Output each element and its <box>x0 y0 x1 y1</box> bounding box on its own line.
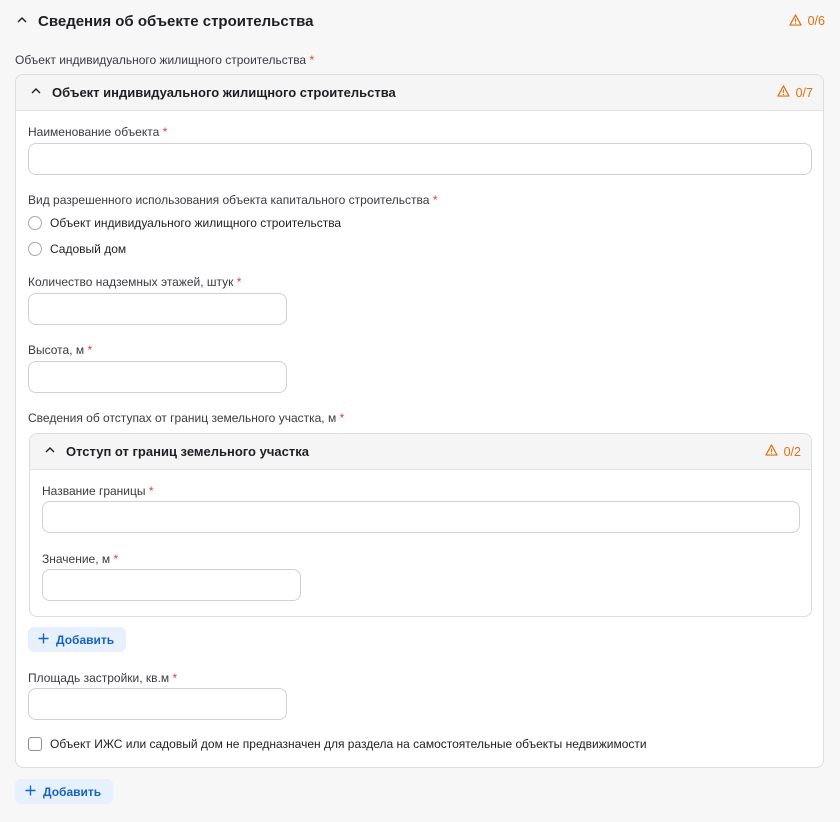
not-divisible-checkbox[interactable] <box>28 737 42 751</box>
add-object-button[interactable]: Добавить <box>15 779 113 804</box>
panel-progress: 0/7 <box>777 85 823 100</box>
floors-input[interactable] <box>28 293 287 325</box>
section-header[interactable] <box>0 0 840 42</box>
boundary-name-label: Название границы * <box>42 484 154 498</box>
radio-button[interactable] <box>28 242 42 256</box>
usage-option-garden-house[interactable]: Садовый дом <box>28 242 126 256</box>
section-field-label: Объект индивидуального жилищного строительства * <box>15 53 315 67</box>
not-divisible-checkbox-row[interactable]: Объект ИЖС или садовый дом не предназначен для раздела на самостоятельные объекты недвижимости <box>28 737 647 751</box>
height-label: Высота, м * <box>28 343 93 357</box>
setback-value-label: Значение, м * <box>42 552 119 566</box>
radio-button[interactable] <box>28 216 42 230</box>
warning-icon <box>777 85 790 100</box>
setback-panel-header[interactable] <box>30 434 811 470</box>
panel-header[interactable] <box>16 75 823 111</box>
warning-icon <box>765 444 778 459</box>
area-label: Площадь застройки, кв.м * <box>28 671 178 685</box>
add-setback-button[interactable]: Добавить <box>28 627 126 652</box>
chevron-up-icon[interactable] <box>16 14 28 29</box>
section-progress: 0/6 <box>789 14 840 29</box>
panel-title: Объект индивидуального жилищного строительства <box>52 85 396 100</box>
chevron-up-icon[interactable] <box>30 85 42 100</box>
area-input[interactable] <box>28 688 287 720</box>
height-input[interactable] <box>28 361 287 393</box>
chevron-up-icon[interactable] <box>44 444 56 459</box>
usage-option-izhs[interactable]: Объект индивидуального жилищного строительства <box>28 216 341 230</box>
section-title: Сведения об объекте строительства <box>38 12 314 30</box>
setback-panel-progress: 0/2 <box>765 444 811 459</box>
setback-panel-title: Отступ от границ земельного участка <box>66 444 309 459</box>
izhs-object-panel <box>15 74 824 768</box>
object-name-label: Наименование объекта * <box>28 125 168 139</box>
floors-label: Количество надземных этажей, штук * <box>28 275 242 289</box>
setback-panel <box>29 433 812 617</box>
warning-icon <box>789 14 802 29</box>
object-name-input[interactable] <box>28 143 812 175</box>
setbacks-label: Сведения об отступах от границ земельного участка, м * <box>28 411 345 425</box>
usage-label: Вид разрешенного использования объекта капитального строительства * <box>28 193 438 207</box>
setback-value-input[interactable] <box>42 569 301 601</box>
boundary-name-input[interactable] <box>42 501 800 533</box>
plus-icon <box>38 633 49 647</box>
plus-icon <box>25 785 36 799</box>
